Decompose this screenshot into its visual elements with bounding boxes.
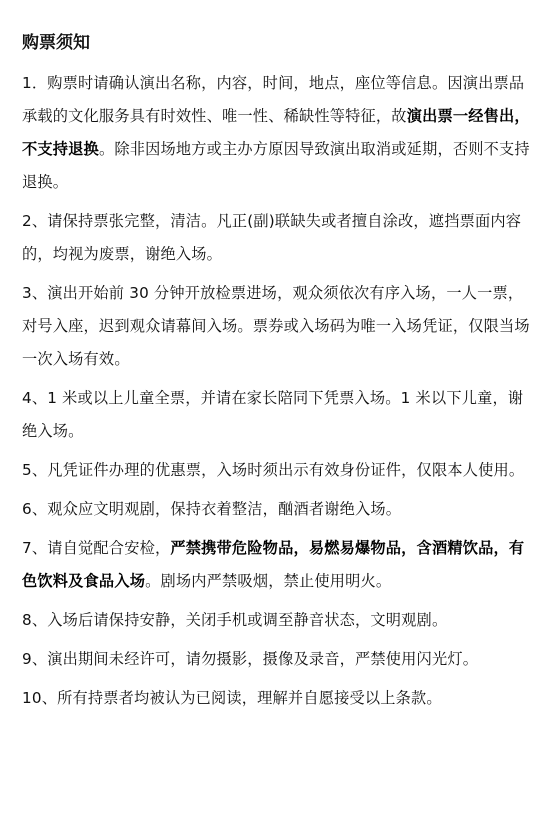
notice-item <box>22 493 536 526</box>
notice-list <box>22 67 536 715</box>
notice-item <box>22 604 536 637</box>
document-title: 购票须知 <box>22 33 90 53</box>
notice-text: 8、入场后请保持安静，关闭手机或调至静音状态，文明观剧。 <box>22 611 448 629</box>
notice-text: 1．购票时请确认演出名称，内容，时间，地点，座位等信息。因演出票品承载的文化服务具有时效性、唯一性、稀缺性等特征，故 <box>22 74 525 125</box>
notice-item <box>22 643 536 676</box>
notice-text: 。除非因场地方或主办方原因导致演出取消或延期，否则不支持退换。 <box>22 140 530 191</box>
notice-text: 2、请保持票张完整，清洁。凡正(副)联缺失或者擅自涂改，遮挡票面内容的，均视为废票，谢绝入场。 <box>22 212 522 263</box>
notice-item <box>22 277 536 376</box>
notice-text: 5、凡凭证件办理的优惠票，入场时须出示有效身份证件，仅限本人使用。 <box>22 461 525 479</box>
notice-item <box>22 205 536 271</box>
notice-text: 6、观众应文明观剧，保持衣着整洁，酗酒者谢绝入场。 <box>22 500 402 518</box>
notice-item <box>22 532 536 598</box>
notice-emphasis-text: 演出票一经售出，不支持退换 <box>22 107 530 158</box>
notice-text: 3、演出开始前 30 分钟开放检票进场，观众须依次有序入场，一人一票，对号入座，迟到观众请幕间入场。票券或入场码为唯一入场凭证，仅限当场一次入场有效。 <box>22 284 530 368</box>
notice-text: 4、1 米或以上儿童全票，并请在家长陪同下凭票入场。1 米以下儿童，谢绝入场。 <box>22 389 524 440</box>
notice-item <box>22 682 536 715</box>
notice-emphasis-text: 严禁携带危险物品，易燃易爆物品，含酒精饮品，有色饮料及食品入场 <box>22 539 525 590</box>
notice-item <box>22 382 536 448</box>
notice-item <box>22 67 536 199</box>
notice-text: 9、演出期间未经许可，请勿摄影，摄像及录音，严禁使用闪光灯。 <box>22 650 479 668</box>
notice-text: 。剧场内严禁吸烟，禁止使用明火。 <box>145 572 392 590</box>
notice-item <box>22 454 536 487</box>
notice-text: 10、所有持票者均被认为已阅读，理解并自愿接受以上条款。 <box>22 689 442 707</box>
notice-text: 7、请自觉配合安检， <box>22 539 171 557</box>
